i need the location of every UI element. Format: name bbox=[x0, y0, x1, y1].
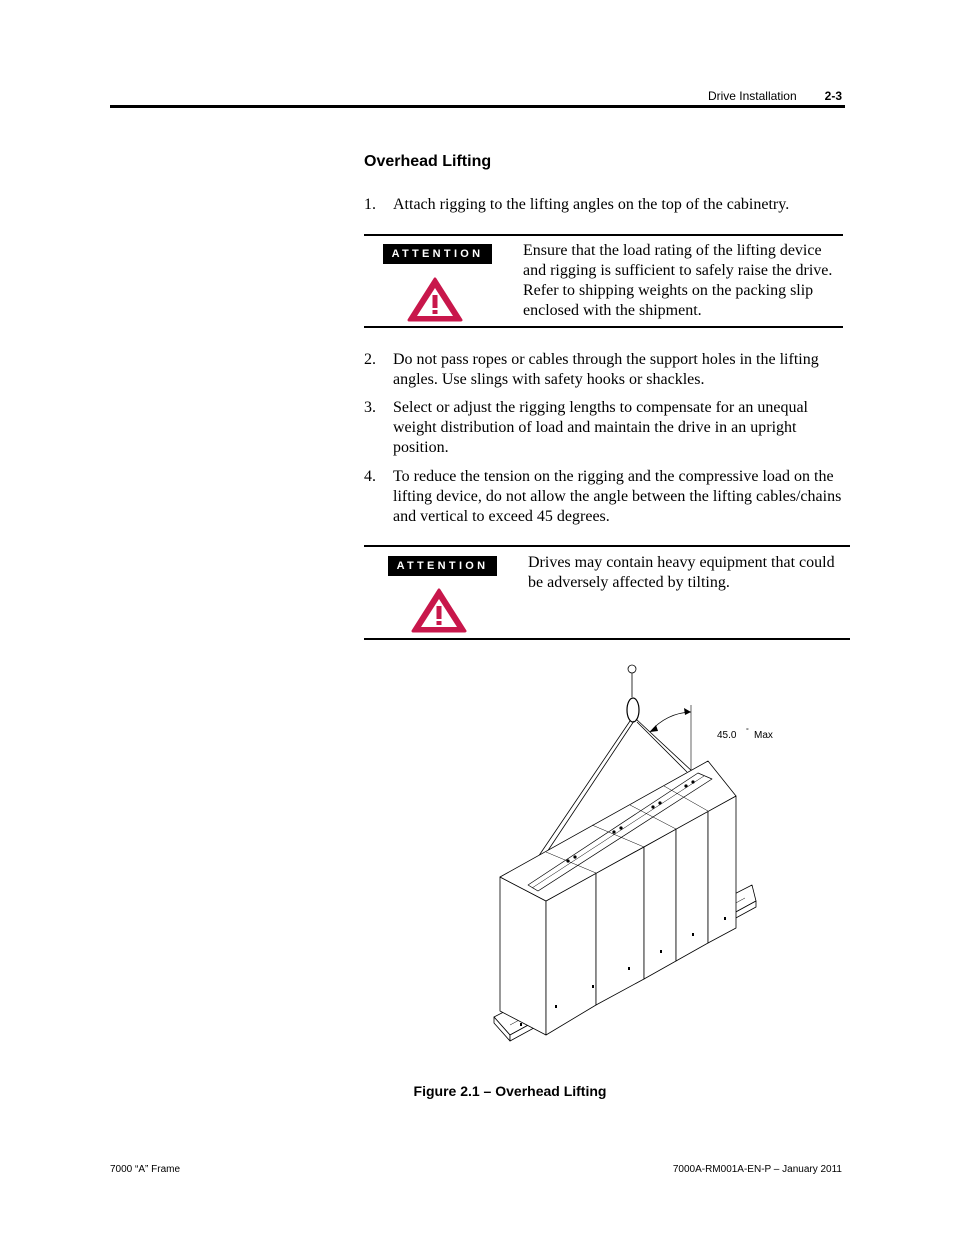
step-4 bbox=[364, 467, 844, 527]
cabinet-4-front bbox=[676, 811, 708, 961]
step-1 bbox=[364, 195, 844, 215]
overhead-lifting-figure bbox=[480, 655, 800, 1055]
hook-ring-icon bbox=[627, 698, 639, 722]
figure-caption bbox=[0, 1083, 954, 1099]
step-2 bbox=[364, 350, 844, 390]
cabinet-2-front bbox=[596, 847, 644, 1005]
attention-label: ATTENTION bbox=[388, 556, 497, 576]
footer-right: 7000A-RM001A-EN-P – January 2011 bbox=[672, 1164, 842, 1175]
angle-unit-label: ° bbox=[746, 728, 749, 735]
header-section-name: Drive Installation bbox=[707, 89, 797, 103]
step-text: Do not pass ropes or cables through the support holes in the lifting angles. Use slings with safety hooks or shackles. bbox=[393, 351, 819, 388]
cabinet-1-side bbox=[500, 877, 546, 1035]
callout-rule-bottom bbox=[364, 326, 843, 328]
step-3 bbox=[364, 398, 844, 458]
warning-triangle-icon bbox=[407, 276, 463, 322]
callout-text: Ensure that the load rating of the lifting device and rigging is sufficient to safely raise the drive. Refer to shipping weights on the packing slip enclosed with the shipment. bbox=[523, 242, 833, 319]
callout-rule-bottom bbox=[364, 638, 850, 640]
footer-left: 7000 “A” Frame bbox=[110, 1164, 181, 1175]
step-number: 2. bbox=[364, 351, 376, 368]
step-number: 1. bbox=[364, 196, 376, 213]
running-header bbox=[600, 89, 842, 103]
cabinet-5-front bbox=[708, 796, 736, 943]
step-text: To reduce the tension on the rigging and the compressive load on the lifting device, do not allow the angle between the lifting cables/chains and vertical to exceed 45 degrees. bbox=[393, 468, 842, 525]
callout-rule-top bbox=[364, 545, 850, 547]
figure-caption-text: Figure 2.1 – Overhead Lifting bbox=[413, 1083, 607, 1099]
section-title: Overhead Lifting bbox=[364, 153, 492, 170]
step-number: 4. bbox=[364, 468, 376, 485]
step-text: Select or adjust the rigging lengths to compensate for an unequal weight distribution of load and maintain the drive in an upright position. bbox=[393, 399, 808, 456]
angle-suffix-label: Max bbox=[754, 730, 773, 741]
step-text: Attach rigging to the lifting angles on the top of the cabinetry. bbox=[393, 196, 790, 213]
header-rule bbox=[110, 105, 845, 108]
attention-label: ATTENTION bbox=[383, 244, 492, 264]
angle-value-label: 45.0 bbox=[717, 730, 737, 741]
step-number: 3. bbox=[364, 399, 376, 416]
header-page-number: 2-3 bbox=[824, 89, 842, 103]
callout-rule-top bbox=[364, 234, 843, 236]
warning-triangle-icon bbox=[411, 587, 467, 633]
callout-text: Drives may contain heavy equipment that could be adversely affected by tilting. bbox=[528, 554, 835, 591]
cabinet-3-front bbox=[644, 829, 676, 979]
hook-eye-icon bbox=[628, 665, 636, 673]
